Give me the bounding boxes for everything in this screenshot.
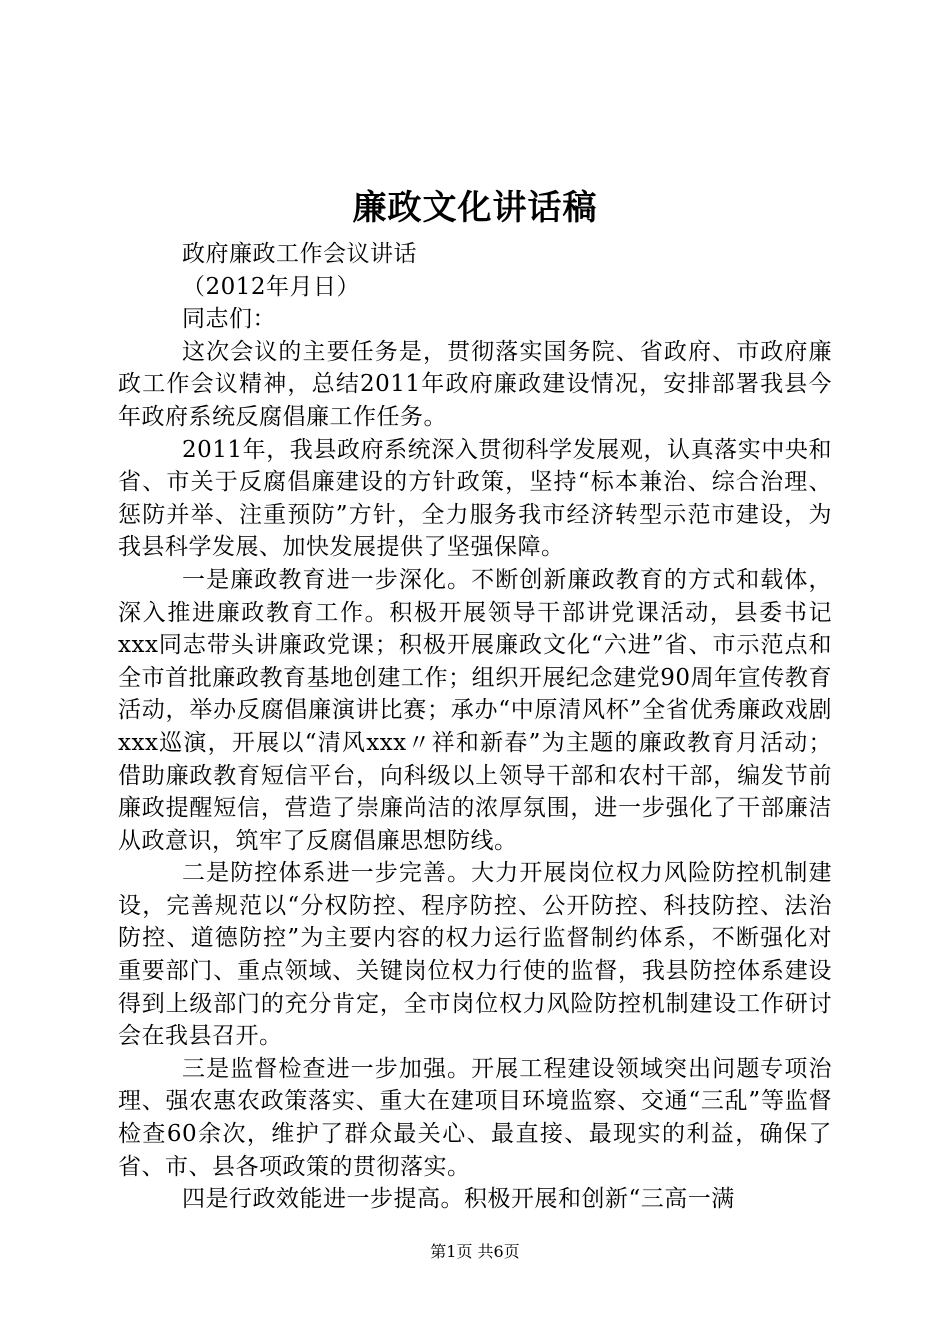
page-number-footer: 第1页 共6页 bbox=[430, 1242, 520, 1261]
paragraph-efficiency: 四是行政效能进一步提高。积极开展和创新“三高一满 bbox=[182, 1186, 735, 1213]
paragraph-2011-summary: 2011年，我县政府系统深入贯彻科学发展观，认真落实中央和省、市关于反腐倡廉建设的方针政策，坚持“标本兼治、综合治理、惩防并举、注重预防”方针，全力服务我市经济转型示范市建设，为我县科学发展、加快发展提供了坚强保障。 bbox=[118, 436, 832, 561]
document-title: 廉政文化讲话稿 bbox=[352, 188, 598, 228]
salutation: 同志们： bbox=[182, 306, 276, 333]
document-body bbox=[118, 238, 832, 1216]
speech-date: （2012年月日） bbox=[182, 273, 361, 300]
paragraph-intro: 这次会议的主要任务是，贯彻落实国务院、省政府、市政府廉政工作会议精神，总结2011年政府廉政建设情况，安排部署我县今年政府系统反腐倡廉工作任务。 bbox=[118, 338, 832, 430]
paragraph-education: 一是廉政教育进一步深化。不断创新廉政教育的方式和载体，深入推进廉政教育工作。积极开展领导干部讲党课活动，县委书记xxx同志带头讲廉政党课；积极开展廉政文化“六进”省、市示范点和全市首批廉政教育基地创建工作；组织开展纪念建党90周年宣传教育活动，举办反腐倡廉演讲比赛；承办“中原清风杯”全省优秀廉政戏剧xxx巡演，开展以“清风xxx〃祥和新春”为主题的廉政教育月活动；借助廉政教育短信平台，向科级以上领导干部和农村干部，编发节前廉政提醒短信，营造了崇廉尚洁的浓厚氛围，进一步强化了干部廉洁从政意识，筑牢了反腐倡廉思想防线。 bbox=[118, 566, 832, 854]
speech-subtitle: 政府廉政工作会议讲话 bbox=[182, 241, 417, 267]
paragraph-prevention: 二是防控体系进一步完善。大力开展岗位权力风险防控机制建设，完善规范以“分权防控、程序防控、公开防控、科技防控、法治防控、道德防控”为主要内容的权力运行监督制约体系，不断强化对重要部门、重点领域、关键岗位权力行使的监督，我县防控体系建设得到上级部门的充分肯定，全市岗位权力风险防控机制建设工作研讨会在我县召开。 bbox=[118, 860, 832, 1050]
paragraph-supervision: 三是监督检查进一步加强。开展工程建设领域突出问题专项治理、强农惠农政策落实、重大在建项目环境监察、交通“三乱”等监督检查60余次，维护了群众最关心、最直接、最现实的利益，确保了省、市、县各项政策的贯彻落实。 bbox=[118, 1055, 832, 1180]
